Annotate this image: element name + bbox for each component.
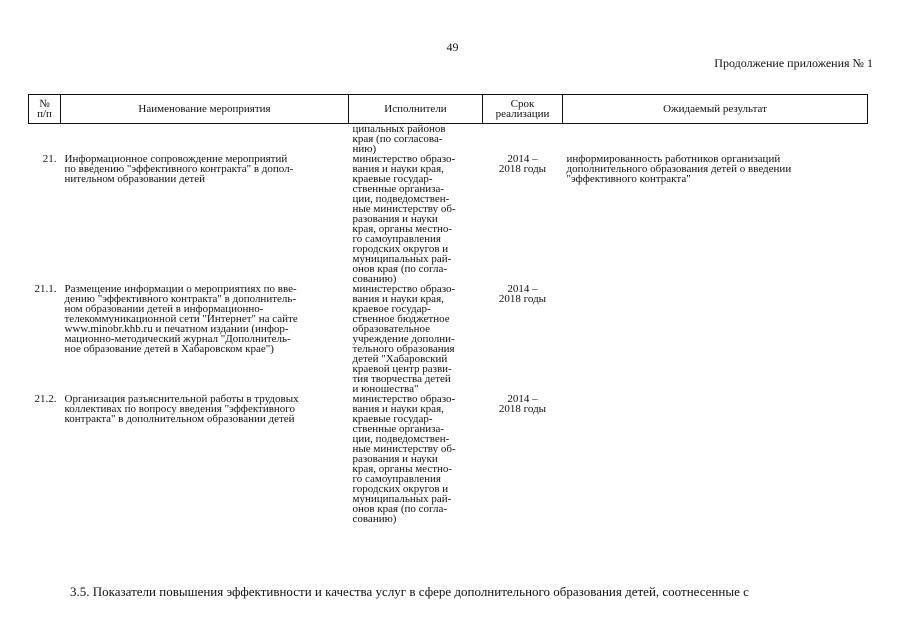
cell-text-line: "эффективного контракта" <box>566 173 691 185</box>
cell-text-line: 2014 – <box>507 283 538 295</box>
table-row <box>29 394 868 524</box>
cell-text-line: 2018 годы <box>498 163 547 175</box>
cell-text-line: городских округов и <box>352 483 449 495</box>
cell-text-line: коллективах по вопросу введения "эффективного <box>64 403 296 415</box>
table-header <box>29 95 868 124</box>
cell-term <box>483 284 563 394</box>
cell-text-line: ственные организа- <box>352 183 445 195</box>
section-heading-text: 3.5. Показатели повышения эффективности и качества услуг в сфере дополнительного образования детей, соотнесенные с <box>70 584 749 599</box>
cell-name <box>61 394 349 524</box>
table-row-continued <box>29 124 868 155</box>
cell-result <box>563 284 868 394</box>
cell-text-line: го самоуправления <box>352 233 441 245</box>
cell-text-line: ципальных районов <box>352 123 446 135</box>
cell-name <box>61 284 349 394</box>
cell-text-line: краевой центр разви- <box>352 363 452 375</box>
cell-text-line: сованию) <box>352 513 397 525</box>
cell-text-line: 2014 – <box>507 393 538 405</box>
cell-text-line: ное образование детей в Хабаровском крае") <box>64 343 274 355</box>
cell-text-line: мационно-методический журнал "Дополнитель- <box>64 333 291 345</box>
cell-text-line: сованию) <box>352 273 397 285</box>
header-result: Ожидаемый результат <box>563 95 868 124</box>
cell-executors <box>349 124 483 155</box>
page-number: 49 <box>446 40 459 54</box>
cell-text-line: контракта" в дополнительном образовании детей <box>64 413 295 425</box>
cell-text-line: телекоммуникационной сети "Интернет" на сайте <box>64 313 298 325</box>
header-term <box>483 95 563 124</box>
cell-text-line: министерство образо- <box>352 153 456 165</box>
cell-executors <box>349 154 483 284</box>
cell-text-line: муниципальных рай- <box>352 493 452 505</box>
cell-text-line: учреждение дополни- <box>352 333 455 345</box>
header-num <box>29 95 61 124</box>
cell-name <box>61 124 349 155</box>
cell-text-line: дению "эффективного контракта" в дополнитель- <box>64 293 297 305</box>
table-row <box>29 154 868 284</box>
cell-text-line: муниципальных рай- <box>352 253 452 265</box>
cell-text-line: нию) <box>352 143 377 155</box>
cell-term <box>483 154 563 284</box>
cell-text-line: разования и науки <box>352 453 438 465</box>
table-body <box>29 124 868 525</box>
cell-text-line: ные министерству об- <box>352 443 456 455</box>
header-num-line1: № <box>39 98 50 110</box>
cell-text-line: и юношества" <box>352 383 419 395</box>
cell-text-line: краевое государ- <box>352 303 431 315</box>
cell-text-line: тия творчества детей <box>352 373 451 385</box>
cell-num: 21.2. <box>34 393 57 405</box>
cell-name <box>61 154 349 284</box>
cell-text-line: края, органы местно- <box>352 463 453 475</box>
cell-text-line: онов края (по согла- <box>352 263 448 275</box>
cell-text-line: вания и науки края, <box>352 163 444 175</box>
cell-executors <box>349 284 483 394</box>
cell-text-line: ции, подведомствен- <box>352 193 450 205</box>
cell-text-line: Размещение информации о мероприятиях по вве- <box>64 283 297 295</box>
cell-text-line: министерство образо- <box>352 283 456 295</box>
cell-text-line: краевые государ- <box>352 173 433 185</box>
cell-text-line: www.minobr.khb.ru и печатном издании (инфор- <box>64 323 289 335</box>
cell-text-line: министерство образо- <box>352 393 456 405</box>
cell-term <box>483 394 563 524</box>
cell-executors <box>349 394 483 524</box>
continuation-label: Продолжение приложения № 1 <box>714 56 873 70</box>
cell-text-line: онов края (по согла- <box>352 503 448 515</box>
cell-text-line: ции, подведомствен- <box>352 433 450 445</box>
cell-text-line: 2014 – <box>507 153 538 165</box>
cell-text-line: 2018 годы <box>498 293 547 305</box>
cell-text-line: по введению "эффективного контракта" в допол- <box>64 163 294 175</box>
cell-text-line: нительном образовании детей <box>64 173 206 185</box>
cell-text-line: городских округов и <box>352 243 449 255</box>
cell-result <box>563 394 868 524</box>
table-row <box>29 284 868 394</box>
cell-result <box>563 124 868 155</box>
cell-num: 21.1. <box>34 283 57 295</box>
cell-text-line: края, органы местно- <box>352 223 453 235</box>
cell-text-line: Информационное сопровождение мероприятий <box>64 153 288 165</box>
header-num-line2: п/п <box>37 108 52 120</box>
cell-term <box>483 124 563 155</box>
cell-text-line: края (по согласова- <box>352 133 443 145</box>
cell-text-line: ственное бюджетное <box>352 313 450 325</box>
cell-text-line: го самоуправления <box>352 473 441 485</box>
cell-text-line: ном образовании детей в информационно- <box>64 303 264 315</box>
cell-text-line: разования и науки <box>352 213 438 225</box>
header-term-line2: реализации <box>495 108 550 120</box>
cell-text-line: детей "Хабаровский <box>352 353 448 365</box>
cell-text-line: 2018 годы <box>498 403 547 415</box>
activities-table <box>28 94 868 524</box>
cell-text-line: образовательное <box>352 323 431 335</box>
cell-text-line: ные министерству об- <box>352 203 456 215</box>
header-name: Наименование мероприятия <box>61 95 349 124</box>
cell-text-line: вания и науки края, <box>352 293 444 305</box>
cell-text-line: вания и науки края, <box>352 403 444 415</box>
cell-text-line: краевые государ- <box>352 413 433 425</box>
header-executors: Исполнители <box>349 95 483 124</box>
cell-result <box>563 154 868 284</box>
cell-num <box>29 124 61 155</box>
cell-text-line: дополнительного образования детей о введении <box>566 163 792 175</box>
cell-text-line: тельного образования <box>352 343 455 355</box>
cell-text-line: Организация разъяснительной работы в трудовых <box>64 393 299 405</box>
cell-text-line: ственные организа- <box>352 423 445 435</box>
cell-text-line: информированность работников организаций <box>566 153 781 165</box>
header-term-line1: Срок <box>510 98 535 110</box>
cell-num: 21. <box>42 153 57 165</box>
